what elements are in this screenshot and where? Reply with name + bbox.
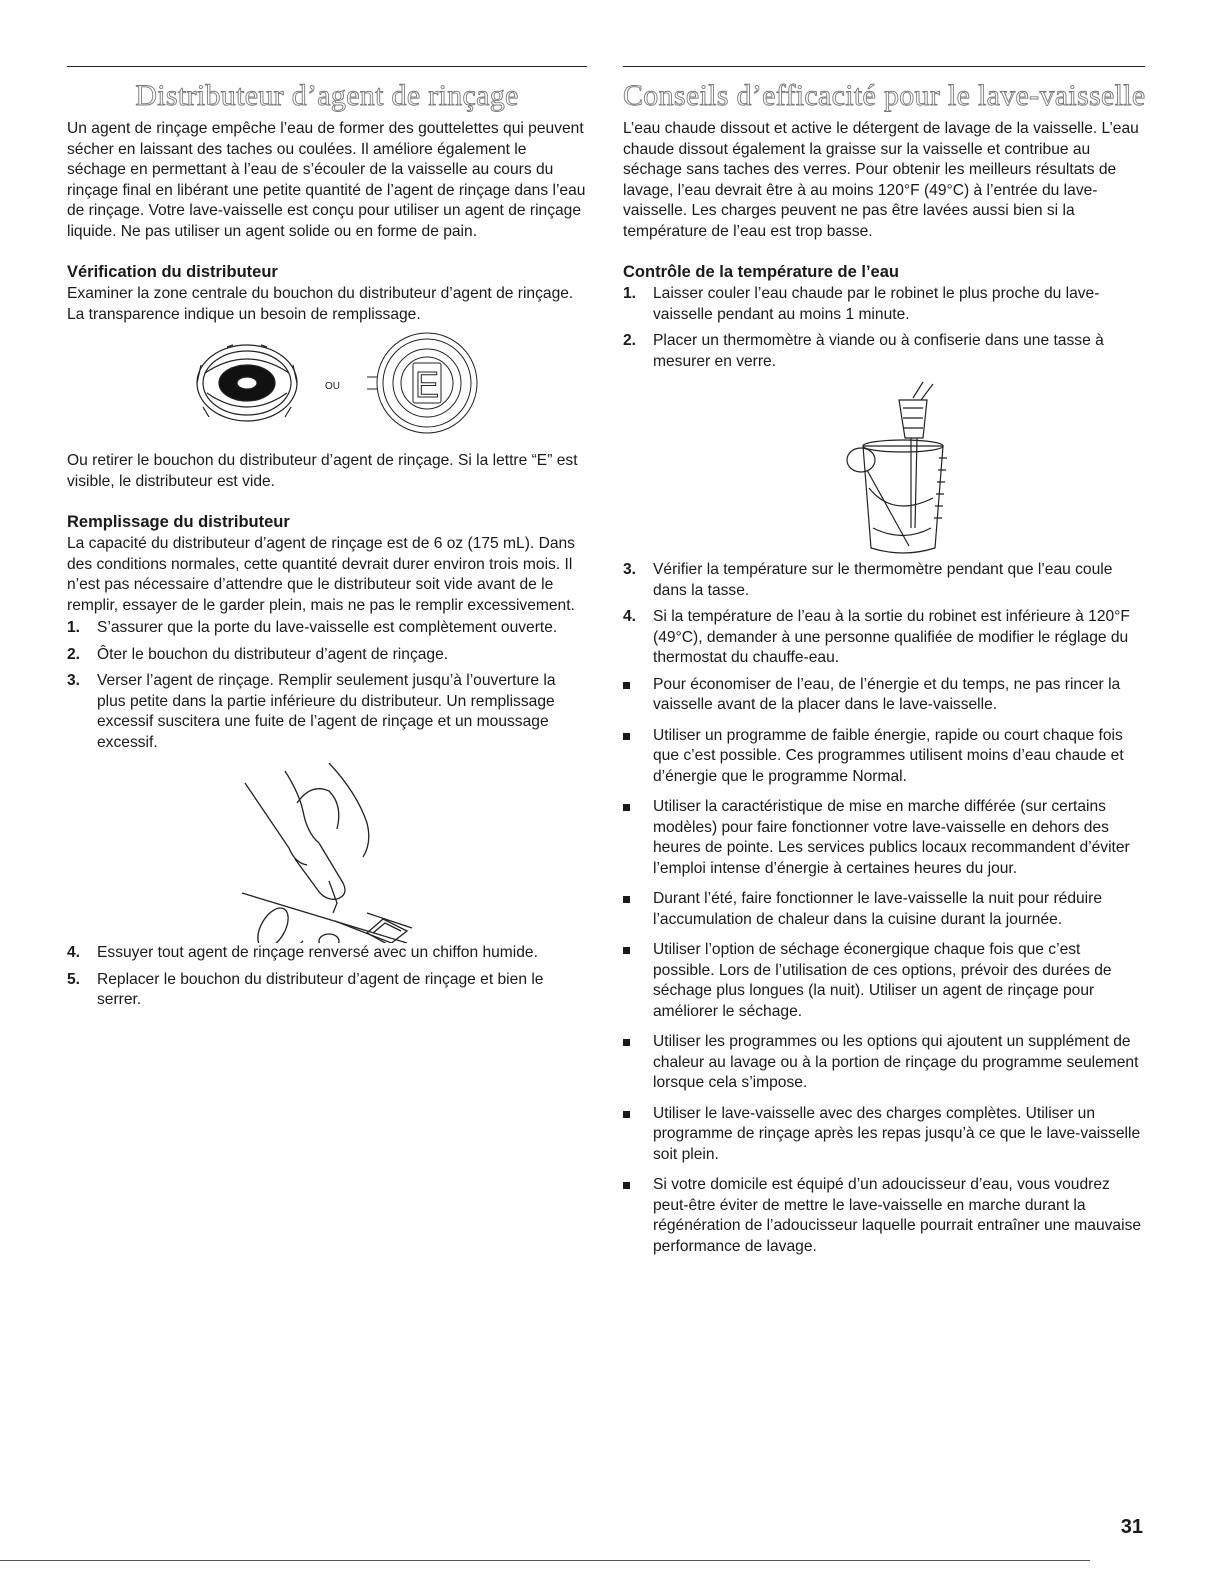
efficiency-tips-list (623, 675, 1145, 1258)
bullet-square-icon (623, 1039, 630, 1046)
thermometer-cup-illustration (623, 378, 1145, 558)
ou-label: OU (325, 381, 340, 392)
list-item: 3. Vérifier la température sur le thermomètre pendant que l’eau coule dans la tasse. (623, 561, 1113, 599)
list-item: 4. Si la température de l’eau à la sortie du robinet est inférieure à 120°F (49°C), demander à une personne qualifiée de modifier le réglage du thermostat du chauffe-eau. (623, 608, 1130, 666)
filling-steps-continued (67, 943, 587, 1011)
footer-rule (0, 1560, 1090, 1561)
list-item: 2. Placer un thermomètre à viande ou à confiserie dans une tasse à mesurer en verre. (623, 332, 1104, 370)
thermometer-drawing (623, 378, 1145, 558)
list-item: Si votre domicile est équipé d’un adoucisseur d’eau, vous voudrez peut-être éviter de mettre le lave-vaisselle en marche durant la régénération de l’adoucisseur laquelle pourrait entraîner une mauvaise performance de lavage. (623, 1175, 1145, 1257)
bullet-square-icon (623, 733, 630, 740)
filling-steps (67, 618, 587, 753)
list-item: Utiliser les programmes ou les options qui ajoutent un supplément de chaleur au lavage ou à la portion de rinçage du programme seulement lorsque cela s’impose. (623, 1032, 1145, 1094)
list-item: Utiliser la caractéristique de mise en marche différée (sur certains modèles) pour faire fonctionner votre lave-vaisselle en dehors des heures de pointe. Les services publics locaux recommandent d’éviter l’emploi intense d’énergie à certaines heures du jour. (623, 797, 1145, 879)
list-item: 3. Verser l’agent de rinçage. Remplir seulement jusqu’à l’ouverture la plus petite dans la partie inférieure du distributeur. Un remplissage excessif suscitera une fuite de l’agent de rinçage et un moussage excessif. (67, 672, 556, 751)
list-item: Durant l’été, faire fonctionner le lave-vaisselle la nuit pour réduire l’accumulation de chaleur dans la cuisine durant la journée. (623, 889, 1145, 930)
section-rule (67, 66, 587, 67)
list-item: Pour économiser de l’eau, de l’énergie et du temps, ne pas rincer la vaisselle avant de la placer dans le lave-vaisselle. (623, 675, 1145, 716)
temperature-steps-continued (623, 560, 1145, 669)
subheading-water-temperature: Contrôle de la température de l’eau (623, 263, 899, 281)
list-item: 2. Ôter le bouchon du distributeur d’agent de rinçage. (67, 645, 449, 663)
list-item: Utiliser l’option de séchage éconergique chaque fois que c’est possible. Lors de l’utilisation de ces options, prévoir des durées de séchage plus longues (la nuit). Utiliser un agent de rinçage pour améliorer le séchage. (623, 940, 1145, 1022)
pouring-drawing (67, 763, 587, 943)
left-column (67, 66, 587, 1017)
filling-paragraph: La capacité du distributeur d’agent de rinçage est de 6 oz (175 mL). Dans des conditions normales, cette quantité devrait durer environ trois mois. Il n’est pas nécessaire d’attendre que le distributeur soit vide avant de le remplir, essayer de le garder plein, mais ne pas le remplir excessivement. (67, 535, 575, 614)
bullet-square-icon (623, 1182, 630, 1189)
list-item: Utiliser le lave-vaisselle avec des charges complètes. Utiliser un programme de rinçage après les repas jusqu’à ce que le lave-vaisselle soit plein. (623, 1104, 1145, 1166)
dispenser-cap-illustration (67, 325, 587, 445)
right-column (623, 66, 1145, 1267)
dispenser-cap-drawing (67, 325, 587, 445)
bullet-square-icon (623, 947, 630, 954)
bullet-square-icon (623, 682, 630, 689)
list-item: 1. Laisser couler l’eau chaude par le robinet le plus proche du lave-vaisselle pendant au moins 1 minute. (623, 285, 1100, 323)
remove-cap-paragraph: Ou retirer le bouchon du distributeur d’agent de rinçage. Si la lettre “E” est visible, le distributeur est vide. (67, 452, 578, 490)
page-number: 31 (1120, 1516, 1143, 1538)
section-title: Distributeur d’agent de rinçage (135, 79, 519, 112)
intro-paragraph: L’eau chaude dissout et active le détergent de lavage de la vaisselle. L’eau chaude dissout également la graisse sur la vaisselle et contribue au séchage sans taches des verres. Pour obtenir les meilleurs résultats de lavage, l’eau devrait être à au moins 120°F (49°C) à l’entrée du lave-vaisselle. Les charges peuvent ne pas être lavées aussi bien si la température de l’eau est trop basse. (623, 120, 1139, 240)
verification-paragraph: Examiner la zone centrale du bouchon du distributeur d’agent de rinçage. La transparence indique un besoin de remplissage. (67, 285, 574, 323)
temperature-steps (623, 284, 1145, 372)
bullet-square-icon (623, 1111, 630, 1118)
section-title: Conseils d’efficacité pour le lave-vaisselle (623, 79, 1146, 112)
list-item: 4. Essuyer tout agent de rinçage renversé avec un chiffon humide. (67, 944, 538, 961)
list-item: 5. Replacer le bouchon du distributeur d’agent de rinçage et bien le serrer. (67, 970, 544, 1008)
subheading-filling: Remplissage du distributeur (67, 513, 290, 531)
pouring-rinse-aid-illustration (67, 763, 587, 943)
list-item: Utiliser un programme de faible énergie, rapide ou court chaque fois que c’est possible. Ces programmes utilisent moins d’eau chaude et d’énergie que le programme Normal. (623, 726, 1145, 788)
empty-indicator-e: E (414, 364, 440, 405)
intro-paragraph: Un agent de rinçage empêche l’eau de former des gouttelettes qui peuvent sécher en laissant des taches ou coulées. Il améliore également le séchage en permettant à l’eau de s’écouler de la vaisselle au cours du rinçage final en libérant une petite quantité de l’agent de rinçage dans l’eau de rinçage. Votre lave-vaisselle est conçu pour utiliser un agent de rinçage liquide. Ne pas utiliser un agent solide ou en forme de pain. (67, 120, 586, 240)
subheading-verification: Vérification du distributeur (67, 263, 278, 281)
section-rule (623, 66, 1145, 67)
bullet-square-icon (623, 896, 630, 903)
list-item: 1. S’assurer que la porte du lave-vaisselle est complètement ouverte. (67, 619, 558, 636)
bullet-square-icon (623, 804, 630, 811)
